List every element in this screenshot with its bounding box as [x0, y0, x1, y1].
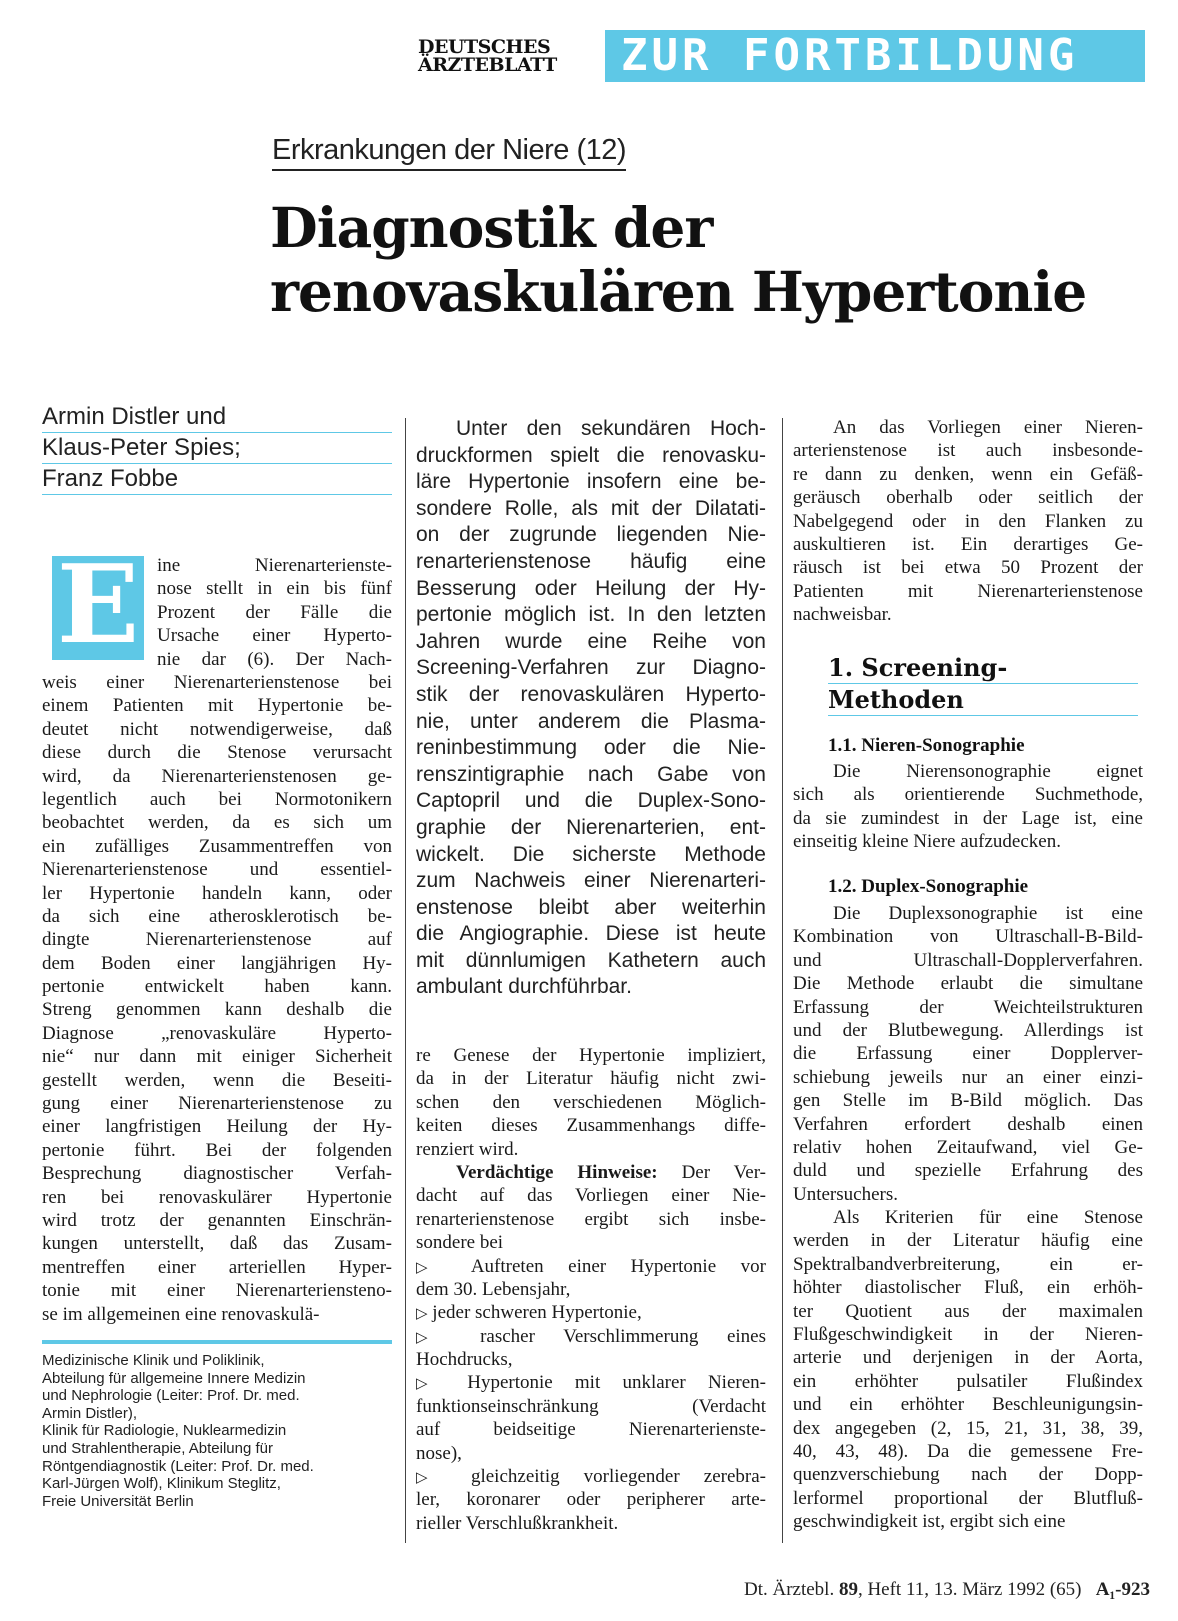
bullet-text: Hypertonie mit unklarer Nieren-: [467, 1372, 766, 1394]
footer-volume: 89: [838, 1579, 858, 1600]
text-line: Kombination von Ultraschall-B-Bild-: [793, 926, 1143, 948]
text-line: räusch ist bei etwa 50 Prozent der: [793, 557, 1143, 579]
text-line: da in der Literatur häufig nicht zwi-: [416, 1068, 766, 1090]
bullet-text: funktionseinschränkung (Verdacht: [416, 1395, 766, 1417]
bullet-text: auf beidseitige Nierenarterienste-: [416, 1419, 766, 1441]
affiliation-line: Freie Universität Berlin: [42, 1492, 194, 1510]
text-line: enstenose bleibt aber weiterhin: [416, 895, 766, 919]
hint-text: Der Ver-: [657, 1161, 766, 1183]
text-line: dem Boden einer langjährigen Hy-: [42, 952, 392, 974]
text-line: nachweisbar.: [793, 604, 892, 626]
footer-citation-suffix: , Heft 11, 13. März 1992 (65): [857, 1579, 1082, 1600]
triangle-bullet-icon: ▷: [416, 1468, 447, 1487]
column2-abstract: [416, 416, 766, 1001]
author-line: Klaus-Peter Spies;: [42, 433, 392, 464]
text-line: tonie mit einer Nierenarterienstenо-: [42, 1280, 392, 1302]
affiliation-line: Karl-Jürgen Wolf), Klinikum Steglitz,: [42, 1475, 281, 1493]
text-line: auskultieren ist. Ein derartiges Ge-: [793, 533, 1143, 555]
footer-page-number: A₁-923: [1095, 1579, 1150, 1600]
column3-intro: [793, 416, 1143, 627]
text-line: sondere bei: [416, 1232, 504, 1254]
hint-rest: [416, 1184, 766, 1254]
affiliation-line: Röntgendiagnostik (Leiter: Prof. Dr. med.: [42, 1457, 314, 1475]
text-line: Die Methode erlaubt die simultane: [793, 973, 1143, 995]
bullet-list: [416, 1255, 766, 1536]
triangle-bullet-icon: ▷: [416, 1327, 452, 1346]
text-line: Diagnose „renovaskuläre Hyperto-: [42, 1022, 392, 1044]
text-line: Unter den sekundären Hoch-: [456, 417, 766, 440]
text-line: An das Vorliegen einer Nieren-: [833, 417, 1143, 438]
bullet-item-continuation: [416, 1278, 766, 1301]
column2-body-lines: [416, 1044, 766, 1161]
text-line: geräusch oberhalb oder seitlich der: [793, 487, 1143, 509]
bullet-item: [416, 1255, 766, 1278]
column-divider: [405, 418, 406, 1543]
article-title-line2: renovaskulären Hypertonie: [270, 259, 1087, 324]
text-line: und ein erhöhter Beschleunigungsin-: [793, 1394, 1143, 1416]
author-line: Armin Distler und: [42, 402, 392, 433]
text-line: diese durch die Stenose verursacht: [42, 742, 392, 764]
text-line: gung einer Nierenarterienstenose zu: [42, 1093, 392, 1115]
text-line: relativ hohen Zeitaufwand, viel Ge-: [793, 1136, 1143, 1158]
text-line: sich als orientierende Suchmethode,: [793, 784, 1143, 806]
text-line: dacht auf das Vorliegen einer Nie-: [416, 1185, 766, 1207]
text-line: höhter diastolischer Fluß, ein erhöh-: [793, 1277, 1143, 1299]
text-line: arterie und derjenigen in der Aorta,: [793, 1347, 1143, 1369]
text-line: zum Nachweis einer Nierenarteri-: [416, 869, 766, 893]
bullet-item-continuation: [416, 1418, 766, 1441]
text-line: schiebung jeweils nur an einer einzi-: [793, 1066, 1143, 1088]
text-line: Die Nierensonographie eignet: [833, 761, 1143, 782]
article-title: [270, 196, 1150, 324]
text-line: gestellt werden, wenn die Beseiti-: [42, 1069, 392, 1091]
text-line: sondere Rolle, als mit der Dilatati-: [416, 496, 766, 520]
text-line: mit dünnlumigen Kathetern auch: [416, 948, 766, 972]
hint-label: Verdächtige Hinweise:: [456, 1161, 658, 1183]
author-line: Franz Fobbe: [42, 464, 392, 495]
text-line: einseitig kleine Niere aufzudecken.: [793, 831, 1061, 853]
text-line: Nabelgegend oder in den Flanken zu: [793, 510, 1143, 532]
subsection-heading: 1.1. Nieren-Sonographie: [828, 735, 1025, 756]
bullet-text: dem 30. Lebensjahr,: [416, 1278, 571, 1300]
text-line: dingte Nierenarterienstenose auf: [42, 929, 392, 951]
bullet-item: [416, 1371, 766, 1394]
triangle-bullet-icon: ▷: [416, 1304, 428, 1323]
triangle-bullet-icon: ▷: [416, 1257, 448, 1276]
text-line: Die Duplexsonographie ist eine: [833, 903, 1143, 924]
text-line: druckformen spielt die renovasku-: [416, 443, 766, 467]
affiliation-line: Medizinische Klinik und Poliklinik,: [42, 1352, 265, 1369]
text-line: da sie zumindest in der Lage ist, eine: [793, 807, 1143, 829]
text-line: arterienstenose ist auch insbesonde-: [793, 440, 1143, 462]
affiliation-line: Armin Distler),: [42, 1404, 138, 1422]
text-line: da sich eine atherosklerotisch be-: [42, 905, 392, 927]
bullet-item: [416, 1301, 766, 1324]
text-line: Untersuchers.: [793, 1183, 898, 1205]
drop-cap-letter: E: [56, 542, 140, 668]
bullet-text: jeder schweren Hypertonie,: [432, 1302, 642, 1324]
text-line: duld und spezielle Erfahrung des: [793, 1160, 1143, 1182]
text-line: werden in der Literatur häufig eine: [793, 1230, 1143, 1252]
text-line: ter Quotient aus der maximalen: [793, 1300, 1143, 1322]
text-line: pertonie möglich ist. In den letzten: [416, 603, 766, 627]
text-line: se im allgemeinen eine renovaskulä-: [42, 1303, 320, 1325]
drop-cap: [52, 542, 144, 668]
section-banner: [605, 30, 1145, 82]
affiliation-line: und Nephrologie (Leiter: Prof. Dr. med.: [42, 1387, 300, 1405]
section-banner-label: ZUR FORTBILDUNG: [621, 30, 1079, 81]
bullet-text: rascher Verschlimmerung eines: [480, 1325, 767, 1347]
text-line: Besprechung diagnostischer Verfah-: [42, 1163, 392, 1185]
text-line: Patienten mit Nierenarterienstenose: [793, 580, 1143, 602]
text-line: reninbestimmung oder die Nie-: [416, 736, 766, 760]
text-line: beobachtet werden, da es sich um: [42, 812, 392, 834]
column3-paragraph-a: [793, 760, 1143, 854]
text-line: die Erfassung einer Dopplerver-: [793, 1043, 1143, 1065]
text-line: mentreffen einer arteriellen Hyper-: [42, 1256, 392, 1278]
footer-citation-prefix: Dt. Ärztebl.: [743, 1579, 839, 1600]
text-line: und Ultraschall-Dopplerverfahren.: [793, 949, 1143, 971]
text-line: pertonie führt. Bei der folgenden: [42, 1139, 392, 1161]
text-line: stik der renovaskulären Hyperto-: [416, 682, 766, 706]
bullet-item-continuation: [416, 1348, 766, 1371]
text-line: ren bei renovaskulärer Hypertonie: [42, 1186, 392, 1208]
affiliation-line: Klinik für Radiologie, Nuklearmedizin: [42, 1422, 287, 1440]
text-line: ine Nierenarterienste-: [157, 555, 392, 576]
column2-body: [416, 1044, 766, 1535]
bullet-item: [416, 1465, 766, 1488]
text-line: ein zufälliges Zusammentreffen von: [42, 835, 392, 857]
affiliation-line: und Strahlentherapie, Abteilung für: [42, 1439, 273, 1457]
subsection-heading: 1.2. Duplex-Sonographie: [828, 876, 1029, 897]
text-line: und der Blutbewegung. Allerdings ist: [793, 1019, 1143, 1041]
text-line: einer langfristigen Heilung der Hy-: [42, 1116, 392, 1138]
bullet-item: [416, 1325, 766, 1348]
text-line: pertonie entwickelt haben kann.: [42, 976, 392, 998]
text-line: renziert wird.: [416, 1138, 519, 1160]
text-line: Streng genommen kann deshalb die: [42, 999, 392, 1021]
text-line: gen Stelle im B-Bild möglich. Das: [793, 1090, 1143, 1112]
text-line: geschwindigkeit ist, ergibt sich eine: [793, 1511, 1066, 1533]
text-line: ler Hypertonie handeln kann, oder: [42, 882, 392, 904]
text-line: renszintigraphie nach Gabe von: [416, 762, 766, 786]
text-line: ambulant durchführbar.: [416, 975, 632, 999]
text-line: Verfahren erfordert deshalb einen: [793, 1113, 1143, 1135]
text-line: Captopril und die Duplex-Sono-: [416, 789, 766, 813]
text-line: renarterienstenose häufig eine: [416, 549, 766, 573]
text-line: keiten dieses Zusammenhangs diffe-: [416, 1115, 766, 1137]
bullet-item-continuation: [416, 1488, 766, 1511]
text-line: renarterienstenose ergibt sich insbe-: [416, 1208, 766, 1230]
hint-first-line: [416, 1161, 766, 1184]
text-line: 40, 43, 48). Da die gemessene Fre-: [793, 1440, 1143, 1462]
text-line: Screening-Verfahren zur Diagno-: [416, 656, 766, 680]
text-line: wickelt. Die sicherste Methode: [416, 842, 766, 866]
article-title-line1: Diagnostik der: [270, 195, 713, 260]
bullet-item-continuation: [416, 1442, 766, 1465]
bullet-item-continuation: [416, 1512, 766, 1535]
column-divider: [782, 418, 783, 1543]
text-line: Ursache einer Hyperto-: [157, 625, 392, 647]
affiliation-line: Abteilung für allgemeine Innere Medizin: [42, 1369, 306, 1387]
column1-intro: [157, 554, 392, 671]
text-line: nose stellt in ein bis fünf: [157, 578, 392, 600]
bullet-text: ler, koronarer oder peripherer arte-: [416, 1489, 766, 1511]
text-line: läre Hypertonie insofern eine be-: [416, 470, 766, 494]
text-line: schen den verschiedenen Möglich-: [416, 1091, 766, 1113]
text-line: Besserung oder Heilung der Hy-: [416, 576, 766, 600]
bullet-text: Hochdrucks,: [416, 1349, 513, 1371]
triangle-bullet-icon: ▷: [416, 1374, 445, 1393]
text-line: Flußgeschwindigkeit in der Nieren-: [793, 1324, 1143, 1346]
bullet-text: nose),: [416, 1442, 462, 1464]
series-title: Erkrankungen der Niere (12): [272, 134, 626, 171]
section-heading-line1: 1. Screening-: [828, 652, 1138, 684]
text-line: quenzverschiebung nach der Dopp-: [793, 1464, 1143, 1486]
section-heading-line2: Methoden: [828, 684, 1138, 716]
text-line: lerformel proportional der Blutfluß-: [793, 1487, 1143, 1509]
text-line: nie, unter anderem die Plasma-: [416, 709, 766, 733]
text-line: die Angiographie. Diese ist heute: [416, 922, 766, 946]
text-line: ein erhöhter pulsatiler Flußindex: [793, 1370, 1143, 1392]
text-line: re dann zu denken, wenn ein Gefäß-: [793, 463, 1143, 485]
bullet-item-continuation: [416, 1395, 766, 1418]
journal-logo: [418, 38, 596, 74]
text-line: graphie der Nierenarterien, ent-: [416, 815, 766, 839]
text-line: wird, da Nierenarterienstenosen ge-: [42, 765, 392, 787]
column3-paragraph-b: [793, 902, 1143, 1534]
journal-logo-line1: DEUTSCHES: [418, 36, 551, 58]
column1-body: [42, 671, 392, 1326]
text-line: nie“ nur dann mit einiger Sicherheit: [42, 1046, 392, 1068]
text-line: Erfassung der Weichteilstrukturen: [793, 996, 1143, 1018]
text-line: Spektralbandverbreiterung, ein er-: [793, 1253, 1143, 1275]
section-heading: [828, 652, 1128, 716]
affiliation-block: [42, 1352, 394, 1510]
text-line: weis einer Nierenarterienstenose bei: [42, 672, 392, 693]
text-line: legentlich auch bei Normotonikern: [42, 788, 392, 810]
text-line: on der zugrunde liegenden Nie-: [416, 523, 766, 547]
text-line: deutet nicht notwendigerweise, daß: [42, 718, 392, 740]
text-line: dex angegeben (2, 15, 21, 31, 38, 39,: [793, 1417, 1143, 1439]
affiliation-divider: [42, 1340, 392, 1344]
text-line: kungen unterstellt, daß das Zusam-: [42, 1233, 392, 1255]
text-line: Prozent der Fälle die: [157, 601, 392, 623]
page-footer: [650, 1579, 1150, 1601]
text-line: einem Patienten mit Hypertonie be-: [42, 695, 392, 717]
text-line: wird trotz der genannten Einschrän-: [42, 1209, 392, 1231]
bullet-text: Auftreten einer Hypertonie vor: [470, 1255, 767, 1277]
bullet-text: gleichzeitig vorliegender zerebra-: [470, 1466, 766, 1488]
bullet-text: rieller Verschlußkrankheit.: [416, 1512, 619, 1534]
text-line: Nierenarterienstenose und essentiel-: [42, 859, 392, 881]
text-line: nie dar (6). Der Nach-: [157, 648, 392, 670]
journal-logo-line2: ÄRZTEBLATT: [418, 54, 557, 76]
text-line: Jahren wurde eine Reihe von: [416, 629, 766, 653]
text-line: Als Kriterien für eine Stenose: [833, 1207, 1143, 1229]
text-line: re Genese der Hypertonie impliziert,: [416, 1045, 766, 1066]
